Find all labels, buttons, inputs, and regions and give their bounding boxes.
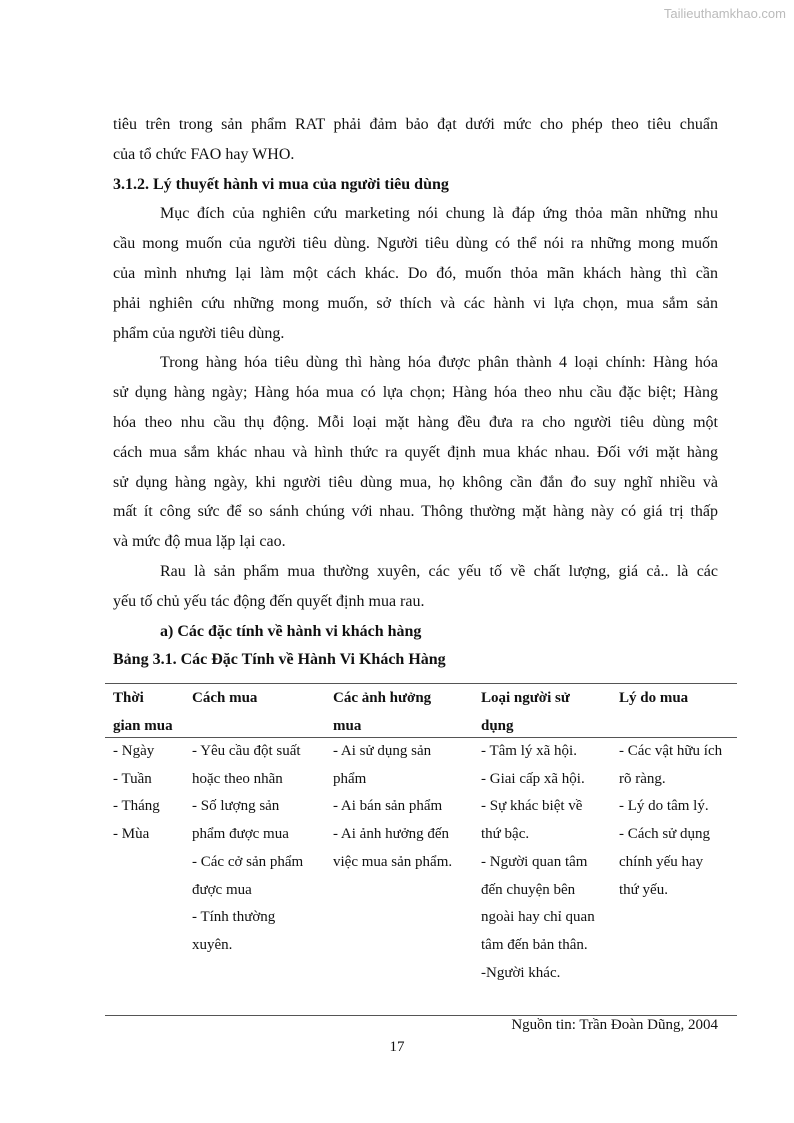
table-cell (184, 738, 325, 987)
table-cell (325, 738, 473, 987)
text-line: yếu tố chủ yếu tác động đến quyết định mua rau. (113, 592, 425, 610)
cell-line: hoặc theo nhãn (192, 770, 283, 787)
cell-line: - Các vật hữu ích (619, 743, 723, 759)
cell-line: - Tuần (113, 770, 152, 787)
paragraph-vegetables (113, 557, 718, 617)
table-row (105, 738, 737, 987)
header-text: mua (333, 718, 362, 734)
paragraph-purpose (113, 199, 718, 348)
header-text: Thời (113, 690, 144, 706)
table-cell (611, 738, 737, 987)
page-number: 17 (389, 1039, 405, 1055)
cell-line: được mua (192, 881, 252, 898)
header-text: Cách mua (192, 690, 258, 706)
cell-line: xuyên. (192, 936, 233, 953)
text-line: hóa theo nhu cầu thụ động. Mỗi loại mặt hàng đều đưa ra cho người tiêu dùng một (113, 413, 718, 431)
cell-line: - Sự khác biệt về (481, 798, 583, 815)
cell-line: - Ai ảnh hưởng đến (333, 826, 450, 843)
subheading: a) Các đặc tính về hành vi khách hàng (160, 622, 422, 640)
characteristics-table (105, 683, 737, 987)
cell-line: - Tháng (113, 798, 160, 815)
cell-line: - Số lượng sản (192, 798, 280, 815)
section-heading: 3.1.2. Lý thuyết hành vi mua của người tiêu dùng (113, 175, 449, 193)
cell-line: thứ bậc. (481, 826, 530, 843)
header-cell (611, 684, 737, 740)
text-line: Mục đích của nghiên cứu marketing nói chung là đáp ứng thỏa mãn những nhu (160, 205, 718, 223)
header-text: dụng (481, 718, 514, 734)
cell-line: - Tính thường (192, 909, 276, 926)
header-cell (184, 684, 325, 740)
cell-line: - Tâm lý xã hội. (481, 743, 577, 759)
header-text: Loại người sử (481, 690, 570, 706)
text-line: tiêu trên trong sản phẩm RAT phải đảm bảo đạt dưới mức cho phép theo tiêu chuẩn (113, 116, 718, 133)
cell-line: - Người quan tâm (481, 853, 588, 870)
header-text: Các ảnh hưởng (333, 690, 432, 706)
header-text: Lý do mua (619, 690, 689, 706)
header-cell (105, 684, 184, 740)
cell-line: thứ yếu. (619, 881, 668, 898)
paragraph-goods (113, 348, 718, 557)
text-line: cách mua sắm khác nhau và hình thức ra quyết định mua khác nhau. Đối với mặt hàng (113, 443, 718, 461)
cell-line: - Ai sử dụng sản (333, 743, 432, 759)
cell-line: - Cách sử dụng (619, 826, 711, 843)
cell-line: - Ngày (113, 743, 155, 759)
document-body (113, 110, 718, 646)
table-cell (473, 738, 611, 987)
text-line: sử dụng hàng ngày, khi người tiêu dùng mua, họ không cần đắn đo suy nghĩ nhiều và (113, 473, 718, 491)
cell-line: - Mùa (113, 826, 150, 843)
cell-line: - Giai cấp xã hội. (481, 770, 585, 787)
header-cell (473, 684, 611, 740)
text-line: của tổ chức FAO hay WHO. (113, 145, 295, 163)
cell-line: - Ai bán sản phẩm (333, 798, 443, 815)
table-header-row (105, 684, 737, 740)
cell-line: phẩm (333, 770, 367, 787)
cell-line: đến chuyện bên (481, 881, 576, 898)
text-line: cầu mong muốn của người tiêu dùng. Người tiêu dùng có thể nói ra những mong muốn (113, 235, 718, 253)
text-line: của mình nhưng lại làm một cách khác. Do đó, muốn thỏa mãn khách hàng thì cần (113, 264, 718, 282)
text-line: phẩm của người tiêu dùng. (113, 324, 285, 342)
header-text: gian mua (113, 718, 173, 734)
cell-line: rõ ràng. (619, 770, 666, 787)
cell-line: -Người khác. (481, 964, 561, 981)
cell-line: - Yêu cầu đột suất (192, 743, 301, 759)
cell-line: - Lý do tâm lý. (619, 798, 709, 815)
text-line: Rau là sản phẩm mua thường xuyên, các yếu tố về chất lượng, giá cả.. là các (160, 562, 718, 580)
cell-line: việc mua sản phẩm. (333, 853, 453, 870)
table-source: Nguồn tin: Trần Đoàn Dũng, 2004 (511, 1017, 718, 1033)
cell-line: tâm đến bản thân. (481, 936, 588, 953)
table-caption: Bảng 3.1. Các Đặc Tính về Hành Vi Khách Hàng (113, 651, 446, 668)
text-line: phải nghiên cứu những mong muốn, sở thích và các hành vi lựa chọn, mua sắm sản (113, 294, 718, 312)
cell-line: chính yếu hay (619, 853, 704, 870)
cell-line: ngoài hay chỉ quan (481, 909, 595, 926)
text-line: sử dụng hàng ngày; Hàng hóa mua có lựa chọn; Hàng hóa theo nhu cầu đặc biệt; Hàng (113, 384, 718, 402)
cell-line: - Các cở sản phẩm (192, 853, 304, 870)
header-cell (325, 684, 473, 740)
text-line: và mức độ mua lặp lại cao. (113, 533, 286, 551)
text-line: mất ít công sức để so sánh chúng với nhau. Thông thường mặt hàng này có giá trị thấp (113, 503, 718, 521)
text-line: Trong hàng hóa tiêu dùng thì hàng hóa được phân thành 4 loại chính: Hàng hóa (160, 354, 718, 372)
paragraph-intro (113, 110, 718, 170)
cell-line: phẩm được mua (192, 826, 289, 843)
table-cell (105, 738, 184, 987)
watermark: Tailieuthamkhao.com (663, 6, 786, 21)
